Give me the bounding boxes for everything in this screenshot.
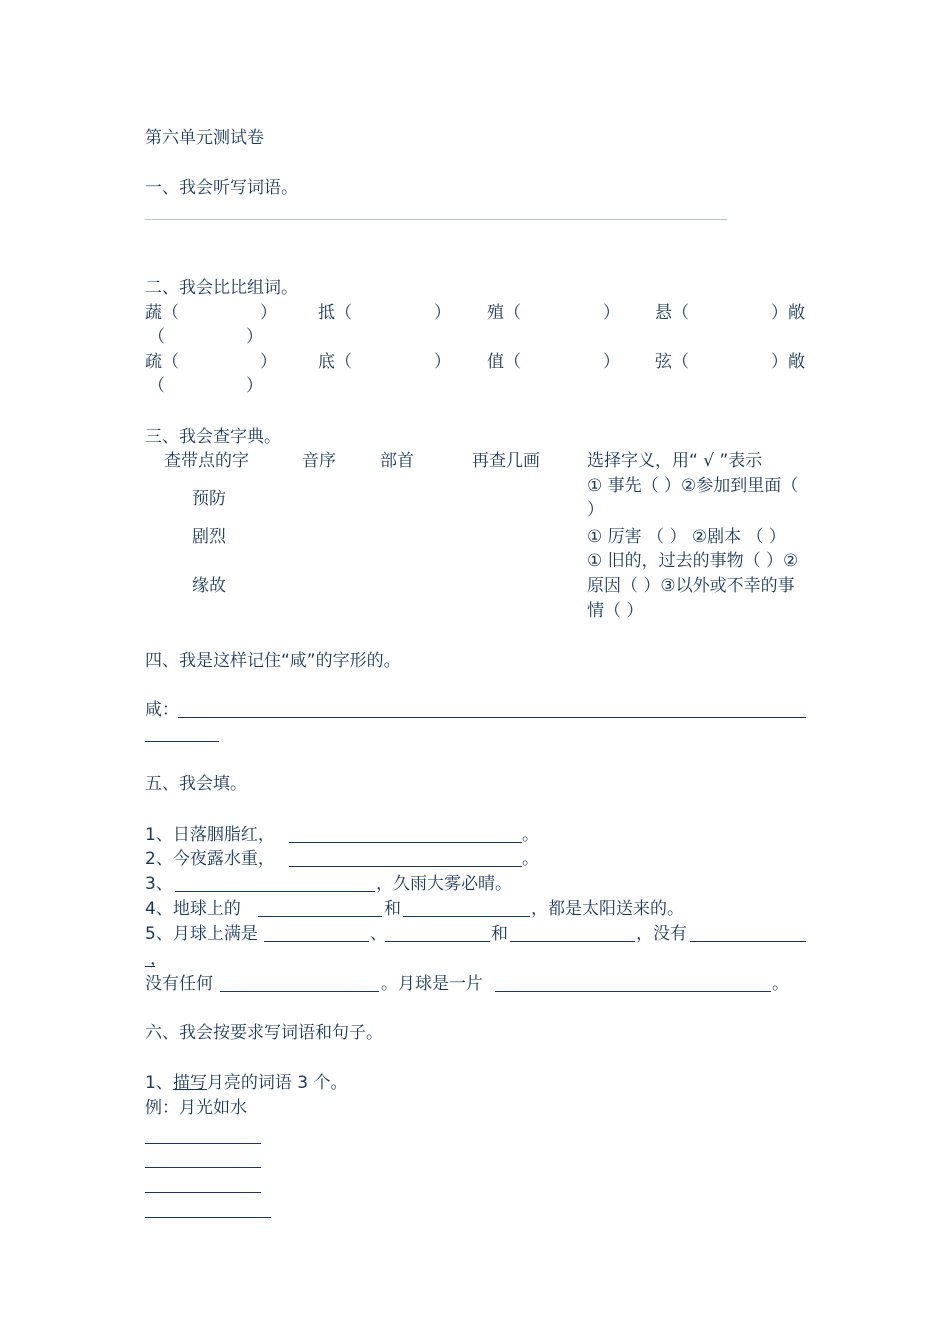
- page-title: 第六单元测试卷: [145, 128, 264, 148]
- fill-line-6-suffix: 。: [772, 974, 789, 994]
- word-group-row2-c2: 底（: [318, 352, 352, 372]
- word-group-row2-p3: ）: [603, 352, 620, 372]
- fill-line-1-prefix: 1、日落胭脂红，: [145, 825, 275, 845]
- section-2-heading: 二、我会比比组词。: [145, 278, 298, 298]
- fill-line-2-suffix: 。: [522, 849, 539, 869]
- fill-line-4-and: 和: [384, 899, 401, 919]
- word-group-row1-wrap-close: ）: [246, 327, 263, 347]
- fill-line-3-suffix: ，久雨大雾必晴。: [376, 874, 512, 894]
- question-6-1-number: 1、: [145, 1073, 173, 1093]
- fill-blank-5a[interactable]: [264, 941, 369, 942]
- word-group-row2-p2: ）: [434, 352, 451, 372]
- question-6-1: [145, 1072, 347, 1094]
- word-group-row1-p2: ）: [434, 303, 451, 323]
- word-group-row1-p3: ）: [603, 303, 620, 323]
- word-group-row1-c2: 抵（: [318, 303, 352, 323]
- dict-header-char: 查带点的字: [164, 451, 249, 471]
- word-group-row2-p4: ）敞: [771, 352, 805, 372]
- word-group-row2-c1: 疏（: [145, 352, 179, 372]
- section-6-heading: 六、我会按要求写词语和句子。: [145, 1023, 383, 1043]
- fill-blank-5d[interactable]: [690, 941, 806, 942]
- section-4-heading: 四、我是这样记住“咸”的字形的。: [145, 651, 401, 671]
- fill-blank-6b[interactable]: [495, 991, 771, 992]
- answer-line-1[interactable]: [145, 1143, 261, 1144]
- xian-label: 咸：: [145, 700, 179, 720]
- fill-line-5-wrap-comma: ，: [150, 949, 167, 969]
- fill-blank-6a[interactable]: [220, 991, 379, 992]
- fill-line-5-prefix: 5、月球上满是: [145, 924, 258, 944]
- fill-blank-5b[interactable]: [385, 941, 490, 942]
- dict-meaning-1a: ① 事先（ ）②参加到里面（: [587, 476, 799, 496]
- section-5-heading: 五、我会填。: [145, 774, 247, 794]
- question-6-1-keyword: 描写: [172, 1073, 207, 1093]
- word-group-row1-c3: 殖（: [487, 303, 521, 323]
- fill-line-4-suffix: ，都是太阳送来的。: [531, 899, 684, 919]
- fill-line-3-prefix: 3、: [145, 874, 173, 894]
- answer-line-2[interactable]: [145, 1167, 261, 1168]
- question-6-1-rest: 月亮的词语 3 个。: [206, 1073, 348, 1093]
- fill-line-5-and: 和: [491, 924, 508, 944]
- word-group-row2-p1: ）: [260, 352, 277, 372]
- word-group-row2-wrap-close: ）: [246, 376, 263, 396]
- section-1-heading: 一、我会听写词语。: [145, 178, 298, 198]
- xian-answer-line-1[interactable]: [178, 717, 806, 718]
- fill-blank-1[interactable]: [289, 842, 522, 843]
- dict-meaning-3c: 情（ ）: [587, 601, 644, 621]
- dict-meaning-3b: 原因（ ）③以外或不幸的事: [587, 576, 795, 596]
- answer-line-4[interactable]: [145, 1217, 271, 1218]
- dictation-line[interactable]: [145, 219, 727, 220]
- dict-meaning-1b: ）: [587, 500, 604, 520]
- dict-header-pinyin-order: 音序: [302, 451, 336, 471]
- word-group-row1-wrap-open: （: [148, 327, 165, 347]
- word-group-row1-c4: 悬（: [655, 303, 689, 323]
- fill-line-5-without: ，没有: [636, 924, 687, 944]
- fill-line-5-comma: 、: [370, 924, 387, 944]
- dict-meaning-3a: ① 旧的，过去的事物（ ）②: [587, 551, 799, 571]
- word-group-row2-wrap-open: （: [148, 376, 165, 396]
- word-group-row2-c4: 弦（: [655, 352, 689, 372]
- word-group-row1-c1: 蔬（: [145, 303, 179, 323]
- dict-word-3: 缘故: [192, 576, 226, 596]
- fill-blank-2[interactable]: [289, 866, 522, 867]
- fill-line-2-prefix: 2、今夜露水重，: [145, 849, 275, 869]
- fill-blank-3[interactable]: [175, 891, 375, 892]
- word-group-row1-p4: ）敞: [771, 303, 805, 323]
- section-3-heading: 三、我会查字典。: [145, 427, 281, 447]
- dict-header-meaning: 选择字义，用“ √ ”表示: [587, 451, 763, 471]
- dict-meaning-2: ① 厉害 （ ） ②剧本 （ ）: [587, 527, 786, 547]
- fill-blank-5c[interactable]: [510, 941, 635, 942]
- dict-word-2: 剧烈: [192, 527, 226, 547]
- answer-line-3[interactable]: [145, 1192, 261, 1193]
- word-group-row2-c3: 值（: [487, 352, 521, 372]
- dict-header-radical: 部首: [380, 451, 414, 471]
- fill-line-6-mid: 。月球是一片: [381, 974, 483, 994]
- word-group-row1-p1: ）: [260, 303, 277, 323]
- fill-line-4-prefix: 4、地球上的: [145, 899, 247, 919]
- fill-blank-4a[interactable]: [258, 916, 382, 917]
- fill-blank-4b[interactable]: [403, 916, 530, 917]
- xian-answer-line-2[interactable]: [145, 741, 219, 742]
- example-text: 例：月光如水: [145, 1098, 247, 1118]
- fill-line-1-suffix: 。: [522, 825, 539, 845]
- dict-header-strokes: 再查几画: [472, 451, 540, 471]
- dict-word-1: 预防: [192, 489, 226, 509]
- fill-line-6-prefix: 没有任何: [145, 974, 213, 994]
